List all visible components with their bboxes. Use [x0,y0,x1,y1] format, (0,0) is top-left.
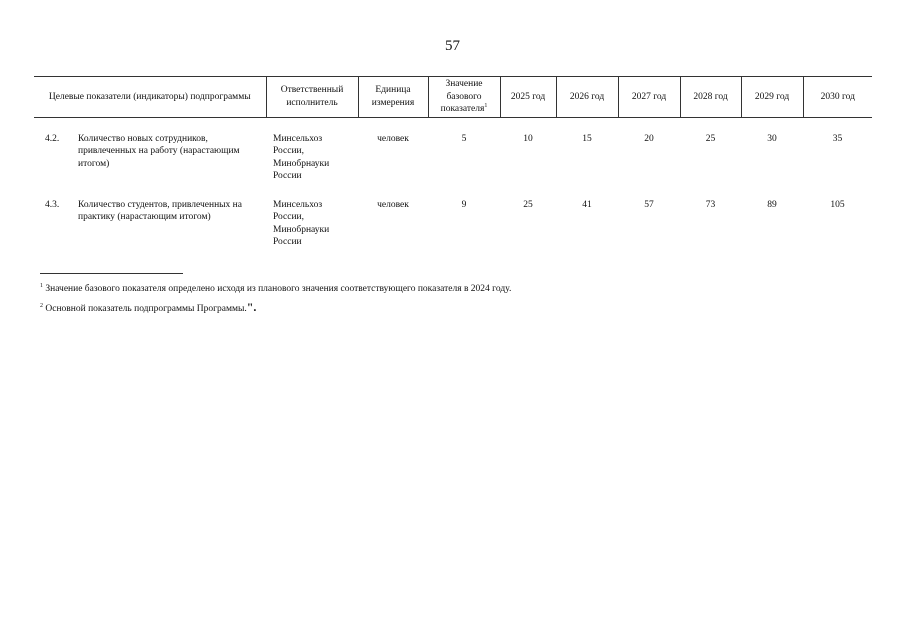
header-base-value-label: Значение базового показателя [440,79,485,114]
value-2029: 89 [767,199,777,210]
value-2025: 10 [523,133,533,144]
base-value-cell: 9 [461,199,467,210]
value-2028: 25 [705,133,716,144]
value-2027: 20 [644,133,654,144]
base-value-cell: 5 [461,133,467,144]
header-year-2026: 2026 год [556,77,618,118]
table-row [34,117,872,183]
value-2027: 57 [644,199,654,210]
value-2025: 25 [523,199,533,210]
header-year-2027: 2027 год [618,77,680,118]
indicators-table [34,76,872,249]
footnote-1 [40,284,511,294]
responsible-line: Минобрнауки [273,224,330,235]
closing-quote: ". [246,300,257,314]
responsible-line: России, [273,146,305,156]
responsible-line: Минсельхоз [273,199,323,210]
value-2030: 35 [832,133,843,144]
value-2029: 30 [767,133,777,144]
footnote-text: Основной показатель подпрограммы Программы. [45,304,247,314]
footnote-text: Значение базового показателя определено исходя из планового значения соответствующего показателя в 2024 году. [45,284,512,294]
indicator-cell [34,183,266,249]
footnote-mark: 1 [40,282,43,289]
header-year-2029: 2029 год [741,77,803,118]
responsible-line: России [273,171,302,181]
responsible-line: Минобрнауки [273,158,330,169]
header-indicators: Целевые показатели (индикаторы) подпрограммы [34,77,266,118]
header-year-2025: 2025 год [500,77,556,118]
table-row [34,183,872,249]
row-number: 4.3. [45,199,60,210]
responsible-line: России, [273,212,305,222]
value-2026: 41 [582,199,592,210]
footnote-divider [40,273,183,274]
responsible-cell [266,117,358,183]
responsible-line: России [273,237,302,247]
footnote-mark: 2 [40,302,43,309]
table-header-row [34,77,872,118]
header-year-2030: 2030 год [803,77,872,118]
indicator-cell [34,117,266,183]
footnote-2 [40,300,256,315]
header-year-2028: 2028 год [680,77,741,118]
header-responsible: Ответственный исполнитель [266,77,358,118]
page-number: 57 [445,38,460,54]
unit-cell: человек [377,133,409,144]
value-2030: 105 [830,199,845,210]
header-base-value [428,77,500,118]
row-number: 4.2. [45,133,60,144]
indicator-name: Количество новых сотрудников, привлеченных на работу (нарастающим итогом) [78,133,240,169]
value-2026: 15 [582,133,592,144]
unit-cell: человек [377,199,409,210]
header-unit: Единица измерения [358,77,428,118]
footnote-ref-1: 1 [484,102,488,109]
value-2028: 73 [705,199,716,210]
responsible-line: Минсельхоз [273,133,323,144]
indicator-name: Количество студентов, привлеченных на практику (нарастающим итогом) [78,199,242,222]
responsible-cell [266,183,358,249]
